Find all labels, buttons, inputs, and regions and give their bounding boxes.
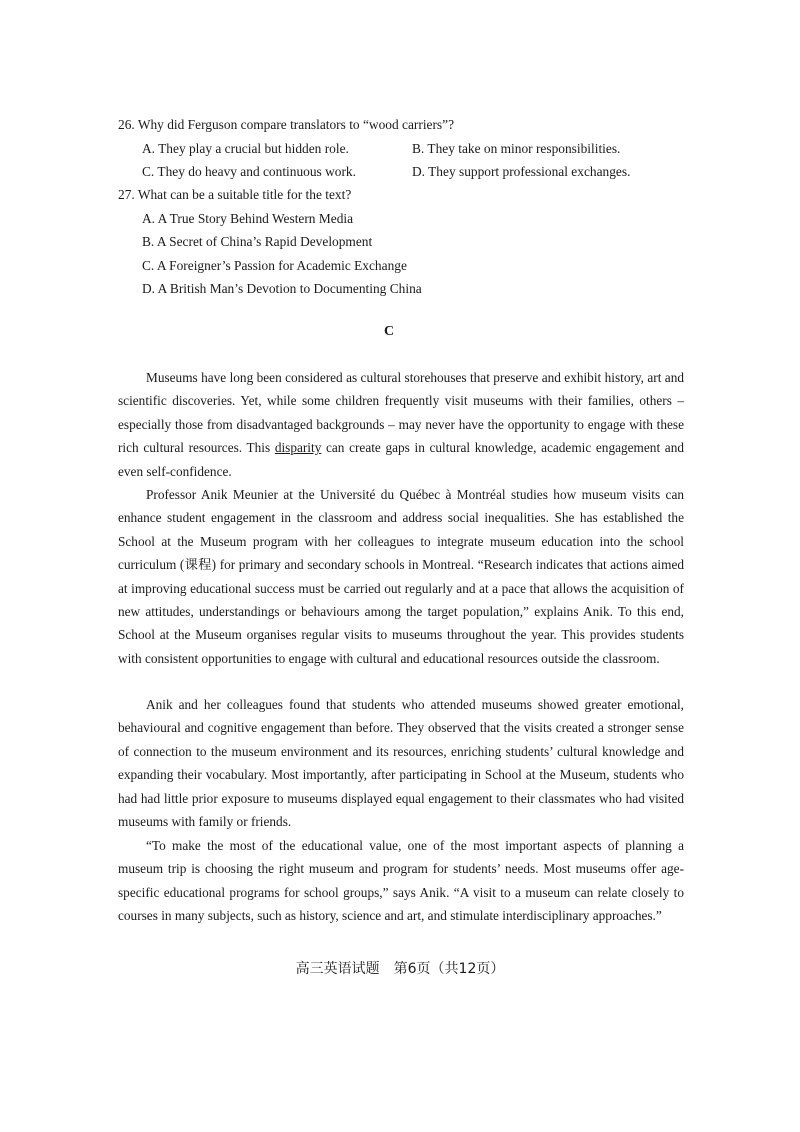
page-footer: 高三英语试题 第6页（共12页） [295,961,505,977]
question-27-option-d: D. A British Man’s Devotion to Documenting China [142,281,422,296]
question-26-option-c: C. They do heavy and continuous work. [142,164,356,179]
question-26-stem: 26. Why did Ferguson compare translators to “wood carriers”? [118,117,455,132]
paragraph-1-text-start: Museums have long been considered as cultural storehouses that preserve and exhibit history, art and scientific discoveries. Yet, while some children frequently visit museums with their families, others – especially those from disadvantaged backgrounds – may never have the opportunity to engage with these rich cultural resources. This [118,370,684,456]
passage-paragraph-3: Anik and her colleagues found that students who attended museums showed greater emotional, behavioural and cognitive engagement than before. They observed that the visits created a stronger sense of connection to the museum environment and its resources, enriching students’ cultural knowledge and expanding their vocabulary. Most importantly, after participating in School at the Museum, students who had had little prior exposure to museums displayed equal engagement to their classmates who had visited museums with family or friends. [118,697,684,830]
question-27-stem: 27. What can be a suitable title for the text? [118,187,352,202]
question-26-option-b: B. They take on minor responsibilities. [412,141,621,156]
passage-paragraph-1 [118,366,684,483]
passage-paragraph-4: “To make the most of the educational value, one of the most important aspects of planning a museum trip is choosing the right museum and program for students’ needs. Most museums offer age-specific educational programs for school groups,” says Anik. “A visit to a museum can relate closely to courses in many subjects, such as history, science and art, and stimulate interdisciplinary approaches.” [118,838,684,924]
underlined-word-disparity: disparity [274,440,322,456]
question-26-option-d: D. They support professional exchanges. [412,164,631,179]
passage-paragraph-2: Professor Anik Meunier at the Université du Québec à Montréal studies how museum visits can enhance student engagement in the classroom and address social inequalities. She has established the School at the Museum program with her colleagues to integrate museum education into the school curriculum (课程) for primary and secondary schools in Montreal. “Research indicates that actions aimed at improving educational success must be carried out regularly and at a pace that allows the acquisition of new attitudes, understandings or behaviours among the target population,” explains Anik. To this end, School at the Museum organises regular visits to museums throughout the year. This provides students with consistent opportunities to engage with cultural and educational resources outside the classroom. [118,487,684,666]
question-27-option-c: C. A Foreigner’s Passion for Academic Exchange [142,258,407,273]
question-26-option-a: A. They play a crucial but hidden role. [142,141,349,156]
question-27-option-a: A. A True Story Behind Western Media [142,211,354,226]
section-c-title: C [384,324,395,339]
paragraph-1-text-end: can create gaps in cultural knowledge, academic engagement and even self-confidence. [118,440,684,479]
question-27-option-b: B. A Secret of China’s Rapid Development [142,234,373,249]
